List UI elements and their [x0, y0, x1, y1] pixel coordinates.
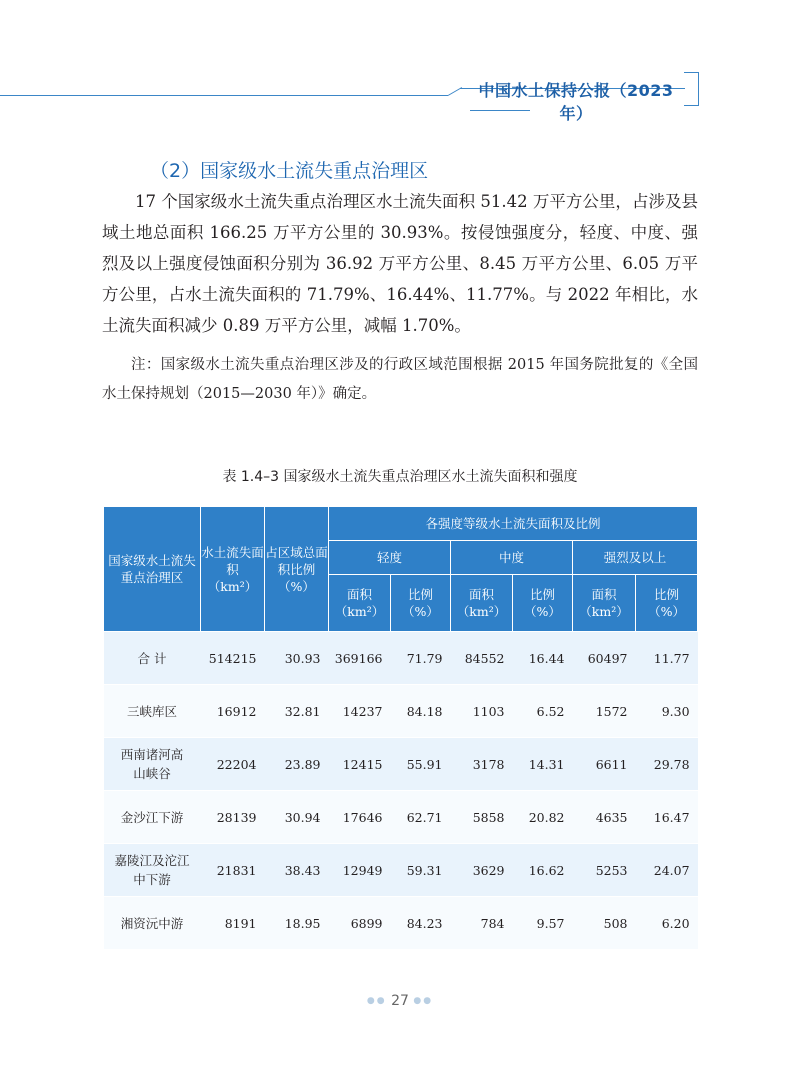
subheader-area: 面积 （km²） — [329, 575, 391, 632]
page-dots-right: ●● — [413, 996, 434, 1006]
cell-area: 514215 — [201, 632, 265, 685]
cell-area: 28139 — [201, 791, 265, 844]
cell-moderate-area: 3178 — [451, 738, 513, 791]
cell-area: 8191 — [201, 897, 265, 950]
header-moderate: 中度 — [451, 541, 573, 575]
cell-light-ratio: 59.31 — [391, 844, 451, 897]
table-row — [104, 685, 698, 738]
header-bracket — [684, 72, 699, 106]
cell-severe-area: 60497 — [573, 632, 636, 685]
cell-area: 16912 — [201, 685, 265, 738]
cell-area: 22204 — [201, 738, 265, 791]
erosion-table — [103, 506, 698, 950]
cell-share: 38.43 — [265, 844, 329, 897]
cell-severe-area: 508 — [573, 897, 636, 950]
cell-moderate-ratio: 16.44 — [513, 632, 573, 685]
cell-moderate-ratio: 14.31 — [513, 738, 573, 791]
table-row — [104, 632, 698, 685]
page-dots-left: ●● — [366, 996, 387, 1006]
region-name: 金沙江下游 — [104, 791, 201, 844]
subheader-area: 面积 （km²） — [451, 575, 513, 632]
cell-light-ratio: 84.23 — [391, 897, 451, 950]
table-row — [104, 791, 698, 844]
subheader-area: 面积 （km²） — [573, 575, 636, 632]
cell-severe-area: 5253 — [573, 844, 636, 897]
cell-moderate-area: 5858 — [451, 791, 513, 844]
subheader-ratio: 比例 （%） — [391, 575, 451, 632]
cell-moderate-ratio: 9.57 — [513, 897, 573, 950]
table-row — [104, 738, 698, 791]
region-name: 合 计 — [104, 632, 201, 685]
note-paragraph: 注：国家级水土流失重点治理区涉及的行政区域范围根据 2015 年国务院批复的《全国水土保持规划（2015—2030 年）》确定。 — [102, 357, 698, 402]
cell-severe-ratio: 6.20 — [636, 897, 698, 950]
cell-severe-area: 1572 — [573, 685, 636, 738]
cell-light-area: 6899 — [329, 897, 391, 950]
cell-area: 21831 — [201, 844, 265, 897]
cell-severe-area: 6611 — [573, 738, 636, 791]
cell-share: 30.94 — [265, 791, 329, 844]
header-rule — [0, 95, 448, 96]
cell-severe-ratio: 9.30 — [636, 685, 698, 738]
region-name: 西南诸河高山峡谷 — [104, 738, 201, 791]
table-row — [104, 897, 698, 950]
cell-severe-area: 4635 — [573, 791, 636, 844]
cell-light-ratio: 62.71 — [391, 791, 451, 844]
cell-light-ratio: 71.79 — [391, 632, 451, 685]
cell-share: 30.93 — [265, 632, 329, 685]
header-group: 各强度等级水土流失面积及比例 — [329, 507, 698, 541]
cell-moderate-area: 84552 — [451, 632, 513, 685]
body-paragraph: 17 个国家级水土流失重点治理区水土流失面积 51.42 万平方公里，占涉及县域土地总面积 166.25 万平方公里的 30.93%。按侵蚀强度分，轻度、中度、强烈及以上强度侵蚀面积分别为 36.92 万平方公里、8.45 万平方公里、6.05 万平方公里，占水土流失面积的 71.79%、16.44%、11.77%。与 2022 年相比，水土流失面积减少 0.89 万平方公里，减幅 1.70%。 — [102, 192, 698, 335]
cell-light-area: 12415 — [329, 738, 391, 791]
header-region: 国家级水土流失重点治理区 — [104, 507, 201, 632]
cell-moderate-ratio: 16.62 — [513, 844, 573, 897]
header-accent-line — [470, 110, 530, 111]
cell-severe-ratio: 24.07 — [636, 844, 698, 897]
cell-light-area: 17646 — [329, 791, 391, 844]
running-header-title: 中国水土保持公报（2023 年） — [478, 81, 674, 123]
cell-severe-ratio: 29.78 — [636, 738, 698, 791]
cell-share: 18.95 — [265, 897, 329, 950]
cell-moderate-area: 784 — [451, 897, 513, 950]
cell-moderate-ratio: 20.82 — [513, 791, 573, 844]
table-row — [104, 844, 698, 897]
region-name: 三峡库区 — [104, 685, 201, 738]
subheader-ratio: 比例 （%） — [513, 575, 573, 632]
subheader-ratio: 比例 （%） — [636, 575, 698, 632]
cell-share: 32.81 — [265, 685, 329, 738]
cell-light-area: 369166 — [329, 632, 391, 685]
page-number — [350, 993, 450, 1009]
section-title: （2）国家级水土流失重点治理区 — [150, 160, 429, 182]
header-area: 水土流失面积 （km²） — [201, 507, 265, 632]
cell-light-ratio: 55.91 — [391, 738, 451, 791]
cell-light-ratio: 84.18 — [391, 685, 451, 738]
region-name: 湘资沅中游 — [104, 897, 201, 950]
region-name: 嘉陵江及沱江中下游 — [104, 844, 201, 897]
cell-light-area: 14237 — [329, 685, 391, 738]
table-caption: 表 1.4–3 国家级水土流失重点治理区水土流失面积和强度 — [222, 469, 578, 485]
cell-moderate-area: 1103 — [451, 685, 513, 738]
cell-share: 23.89 — [265, 738, 329, 791]
header-light: 轻度 — [329, 541, 451, 575]
page-number-value: 27 — [391, 993, 409, 1009]
cell-severe-ratio: 16.47 — [636, 791, 698, 844]
cell-moderate-ratio: 6.52 — [513, 685, 573, 738]
header-share: 占区域总面积比例 （%） — [265, 507, 329, 632]
cell-moderate-area: 3629 — [451, 844, 513, 897]
cell-severe-ratio: 11.77 — [636, 632, 698, 685]
header-severe: 强烈及以上 — [573, 541, 698, 575]
cell-light-area: 12949 — [329, 844, 391, 897]
